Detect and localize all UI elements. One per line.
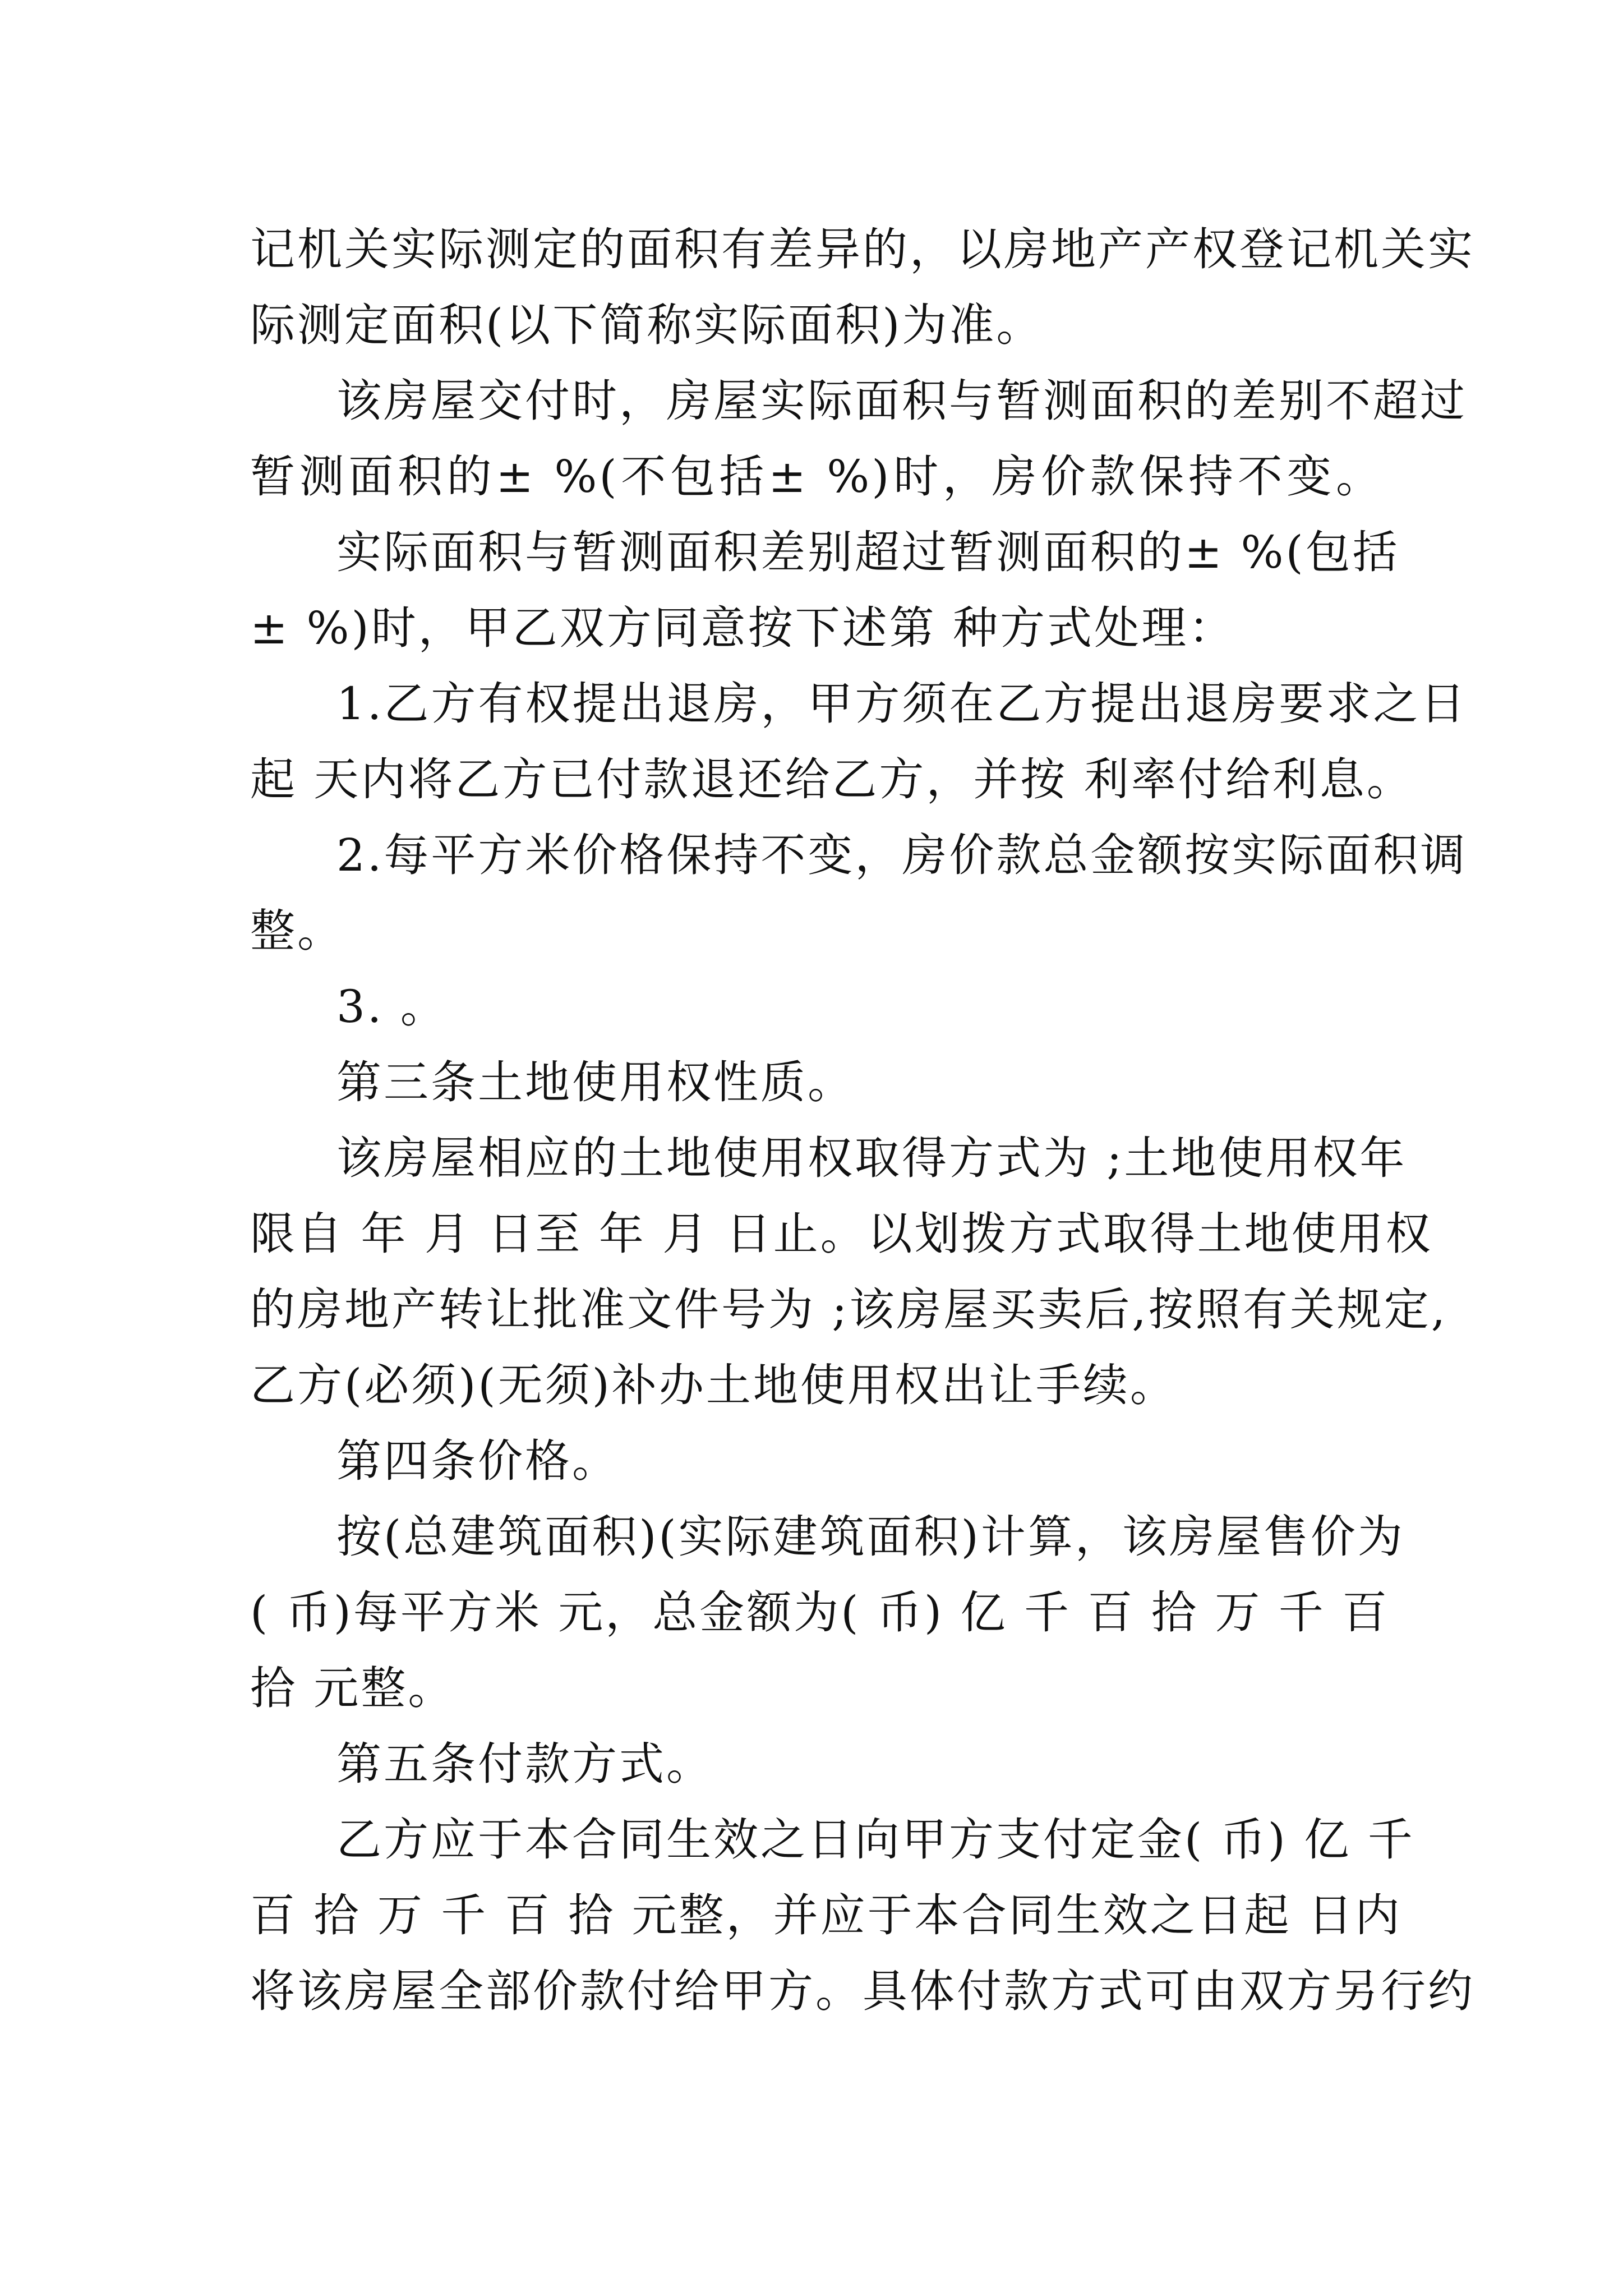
section-heading: 第五条付款方式。 xyxy=(336,1738,713,1790)
text-line: ± %)时，甲乙双方同意按下述第 种方式处理： xyxy=(250,602,1236,654)
text-line: 暂测面积的± %(不包括± %)时，房价款保持不变。 xyxy=(250,450,1383,503)
text-line: 2.每平方米价格保持不变，房价款总金额按实际面积调 xyxy=(336,829,1468,881)
text-line: 3. 。 xyxy=(336,981,448,1033)
text-line: 按(总建筑面积)(实际建筑面积)计算，该房屋售价为 xyxy=(336,1511,1405,1563)
text-line: 记机关实际测定的面积有差异的，以房地产产权登记机关实 xyxy=(250,223,1475,275)
text-line: 限自 年 月 日至 年 月 日止。以划拨方式取得土地使用权 xyxy=(250,1208,1433,1260)
section-heading: 第四条价格。 xyxy=(336,1435,619,1487)
text-line: 该房屋交付时，房屋实际面积与暂测面积的差别不超过 xyxy=(336,375,1467,427)
text-line: 拾 元整。 xyxy=(250,1662,455,1714)
text-line: 实际面积与暂测面积差别超过暂测面积的± %(包括 xyxy=(336,526,1400,578)
section-heading: 第三条土地使用权性质。 xyxy=(336,1056,855,1108)
text-line: 1.乙方有权提出退房，甲方须在乙方提出退房要求之日 xyxy=(336,678,1468,730)
text-line: 将该房屋全部价款付给甲方。具体付款方式可由双方另行约 xyxy=(250,1965,1475,2017)
text-line: 乙方应于本合同生效之日向甲方支付定金( 币) 亿 千 xyxy=(336,1814,1415,1866)
text-line: 整。 xyxy=(250,905,344,957)
text-line: ( 币)每平方米 元，总金额为( 币) 亿 千 百 拾 万 千 百 xyxy=(250,1586,1390,1639)
text-line: 该房屋相应的土地使用权取得方式为 ;土地使用权年 xyxy=(336,1132,1407,1184)
text-line: 百 拾 万 千 百 拾 元整，并应于本合同生效之日起 日内 xyxy=(250,1889,1403,1941)
text-line: 乙方(必须)(无须)补办土地使用权出让手续。 xyxy=(250,1359,1177,1411)
text-line: 起 天内将乙方已付款退还给乙方，并按 利率付给利息。 xyxy=(250,753,1414,806)
text-line: 际测定面积(以下简称实际面积)为准。 xyxy=(250,299,1044,351)
text-line: 的房地产转让批准文件号为 ;该房屋买卖后,按照有关规定, xyxy=(250,1283,1448,1336)
